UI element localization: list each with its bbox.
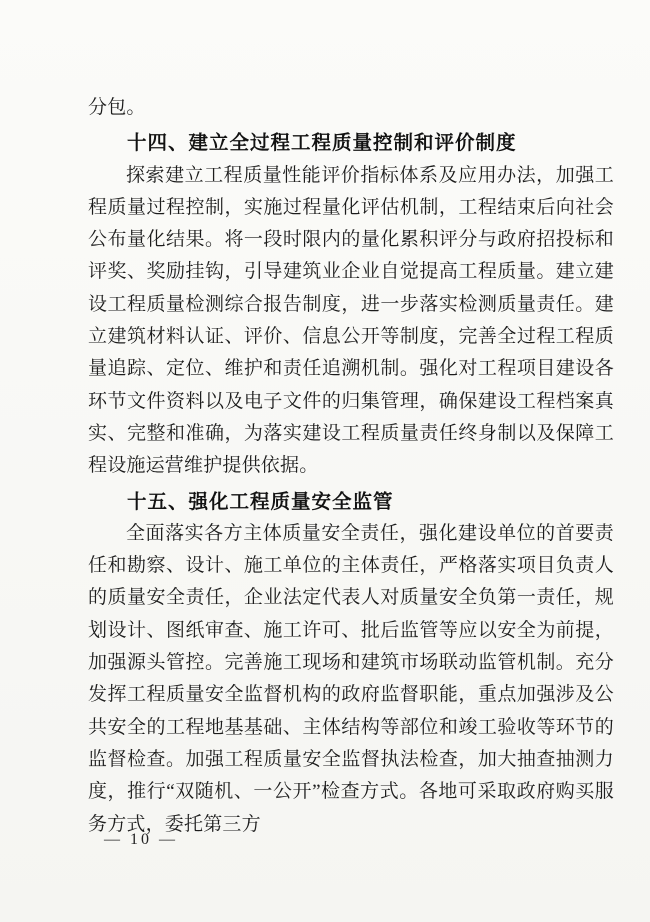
page-content <box>88 92 614 841</box>
section-15-paragraph: 全面落实各方主体质量安全责任，强化建设单位的首要责任和勘察、设计、施工单位的主体责任，严格落实项目负责人的质量安全责任，企业法定代表人对质量安全负第一责任，规划设计、图纸审查、施工许可、批后监管等应以安全为前提，加强源头管控。完善施工现场和建筑市场联动监管机制。充分发挥工程质量安全监督机构的政府监督职能，重点加强涉及公共安全的工程地基基础、主体结构等部位和竣工验收等环节的监督检查。加强工程质量安全监督执法检查，加大抽查抽测力度，推行“双随机、一公开”检查方式。各地可采取政府购买服务方式，委托第三方 <box>88 522 614 835</box>
section-15-heading: 十五、强化工程质量安全监管 <box>127 490 394 513</box>
section-14-paragraph: 探索建立工程质量性能评价指标体系及应用办法，加强工程质量过程控制，实施过程量化评估机制，工程结束后向社会公布量化结果。将一段时限内的量化累积评分与政府招投标和评奖、奖励挂钩，引导建筑业企业自觉提高工程质量。建立建设工程质量检测综合报告制度，进一步落实检测质量责任。建立建筑材料认证、评价、信息公开等制度，完善全过程工程质量追踪、定位、维护和责任追溯机制。强化对工程项目建设各环节文件资料以及电子文件的归集管理，确保建设工程档案真实、完整和准确，为落实建设工程质量责任终身制以及保障工程设施运营维护提供依据。 <box>88 164 614 477</box>
section-14-heading: 十四、建立全过程工程质量控制和评价制度 <box>127 132 517 155</box>
paragraph-continuation: 分包。 <box>88 97 146 118</box>
page-number: — 10 — <box>104 831 178 848</box>
